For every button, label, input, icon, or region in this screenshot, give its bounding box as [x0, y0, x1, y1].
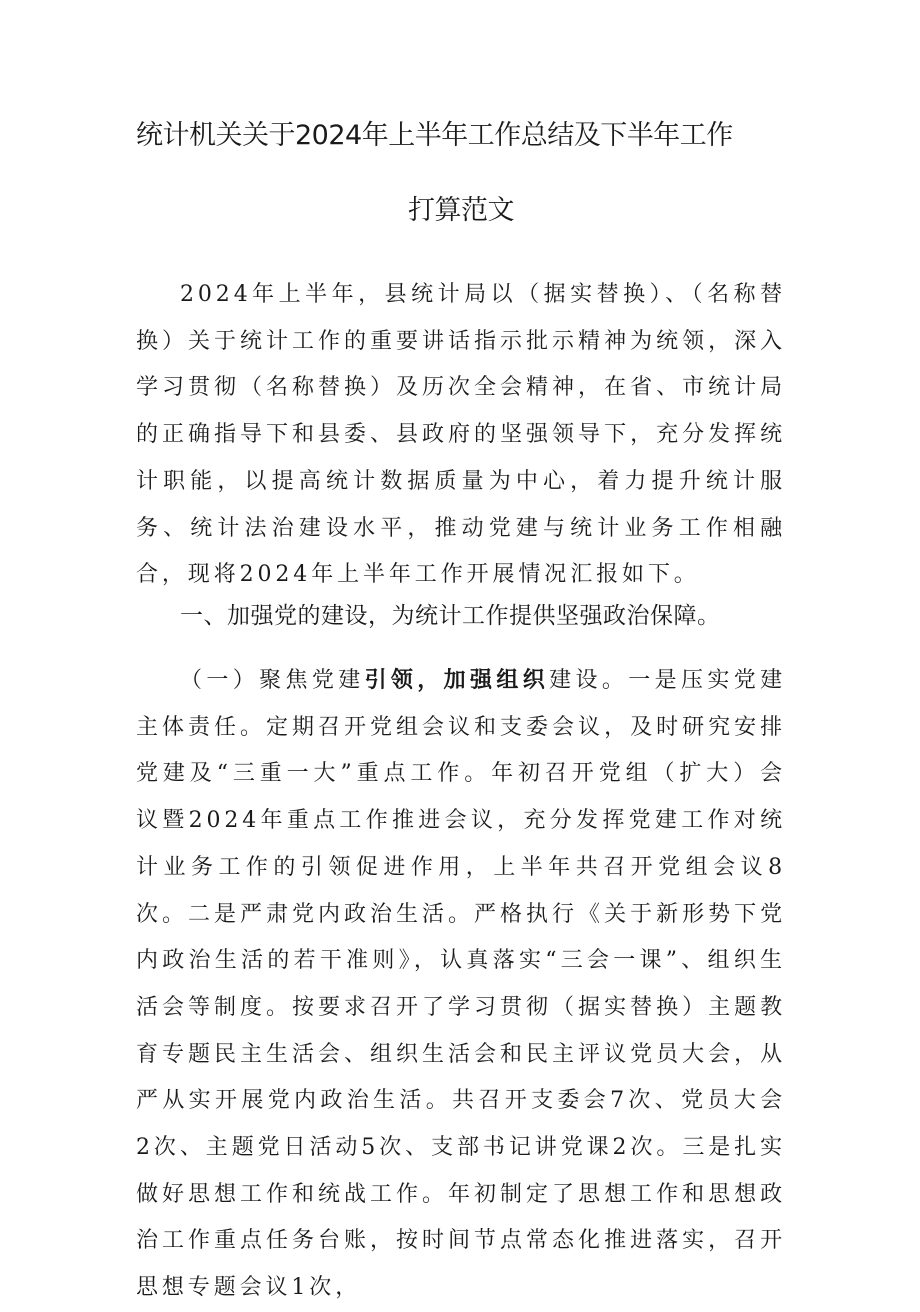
subsection-1-paragraph	[136, 657, 786, 1312]
document-title-line-2: 打算范文	[408, 195, 514, 226]
document-title-line-1: 统计机关关于2024年上半年工作总结及下半年工作	[136, 120, 733, 151]
section-heading-1: 一、加强党的建设，为统计工作提供坚强政治保障。	[180, 603, 721, 629]
subsection-1-body: 一是压实党建主体责任。定期召开党组会议和支委会议，及时研究安排党建及“三重一大”重点工作。年初召开党组（扩大）会议暨2024年重点工作推进会议，充分发挥党建工作对统计业务工作的引领促进作用，上半年共召开党组会议8次。二是严肃党内政治生活。严格执行《关于新形势下党内政治生活的若干准则》，认真落实“三会一课”、组织生活会等制度。按要求召开了学习贯彻（据实替换）主题教育专题民主生活会、组织生活会和民主评议党员大会，从严从实开展党内政治生活。共召开支委会7次、党员大会2次、主题党日活动5次、支部书记讲党课2次。三是扎实做好思想工作和统战工作。年初制定了思想工作和思想政治工作重点任务台账，按时间节点常态化推进落实，召开思想专题会议1次，	[136, 668, 786, 1301]
subsection-1-bold-a: 引领	[364, 667, 418, 693]
subsection-1-bold-b: ，加强组织	[417, 667, 550, 693]
subsection-1-label: （一）聚焦党建	[180, 668, 365, 693]
subsection-1-after-bold: 建设。	[549, 668, 629, 693]
intro-paragraph: 2024年上半年，县统计局以（据实替换）、（名称替换）关于统计工作的重要讲话指示批示精神为统领，深入学习贯彻（名称替换）及历次全会精神，在省、市统计局的正确指导下和县委、县政府的坚强领导下，充分发挥统计职能，以提高统计数据质量为中心，着力提升统计服务、统计法治建设水平，推动党建与统计业务工作相融合，现将2024年上半年工作开展情况汇报如下。	[136, 282, 786, 588]
